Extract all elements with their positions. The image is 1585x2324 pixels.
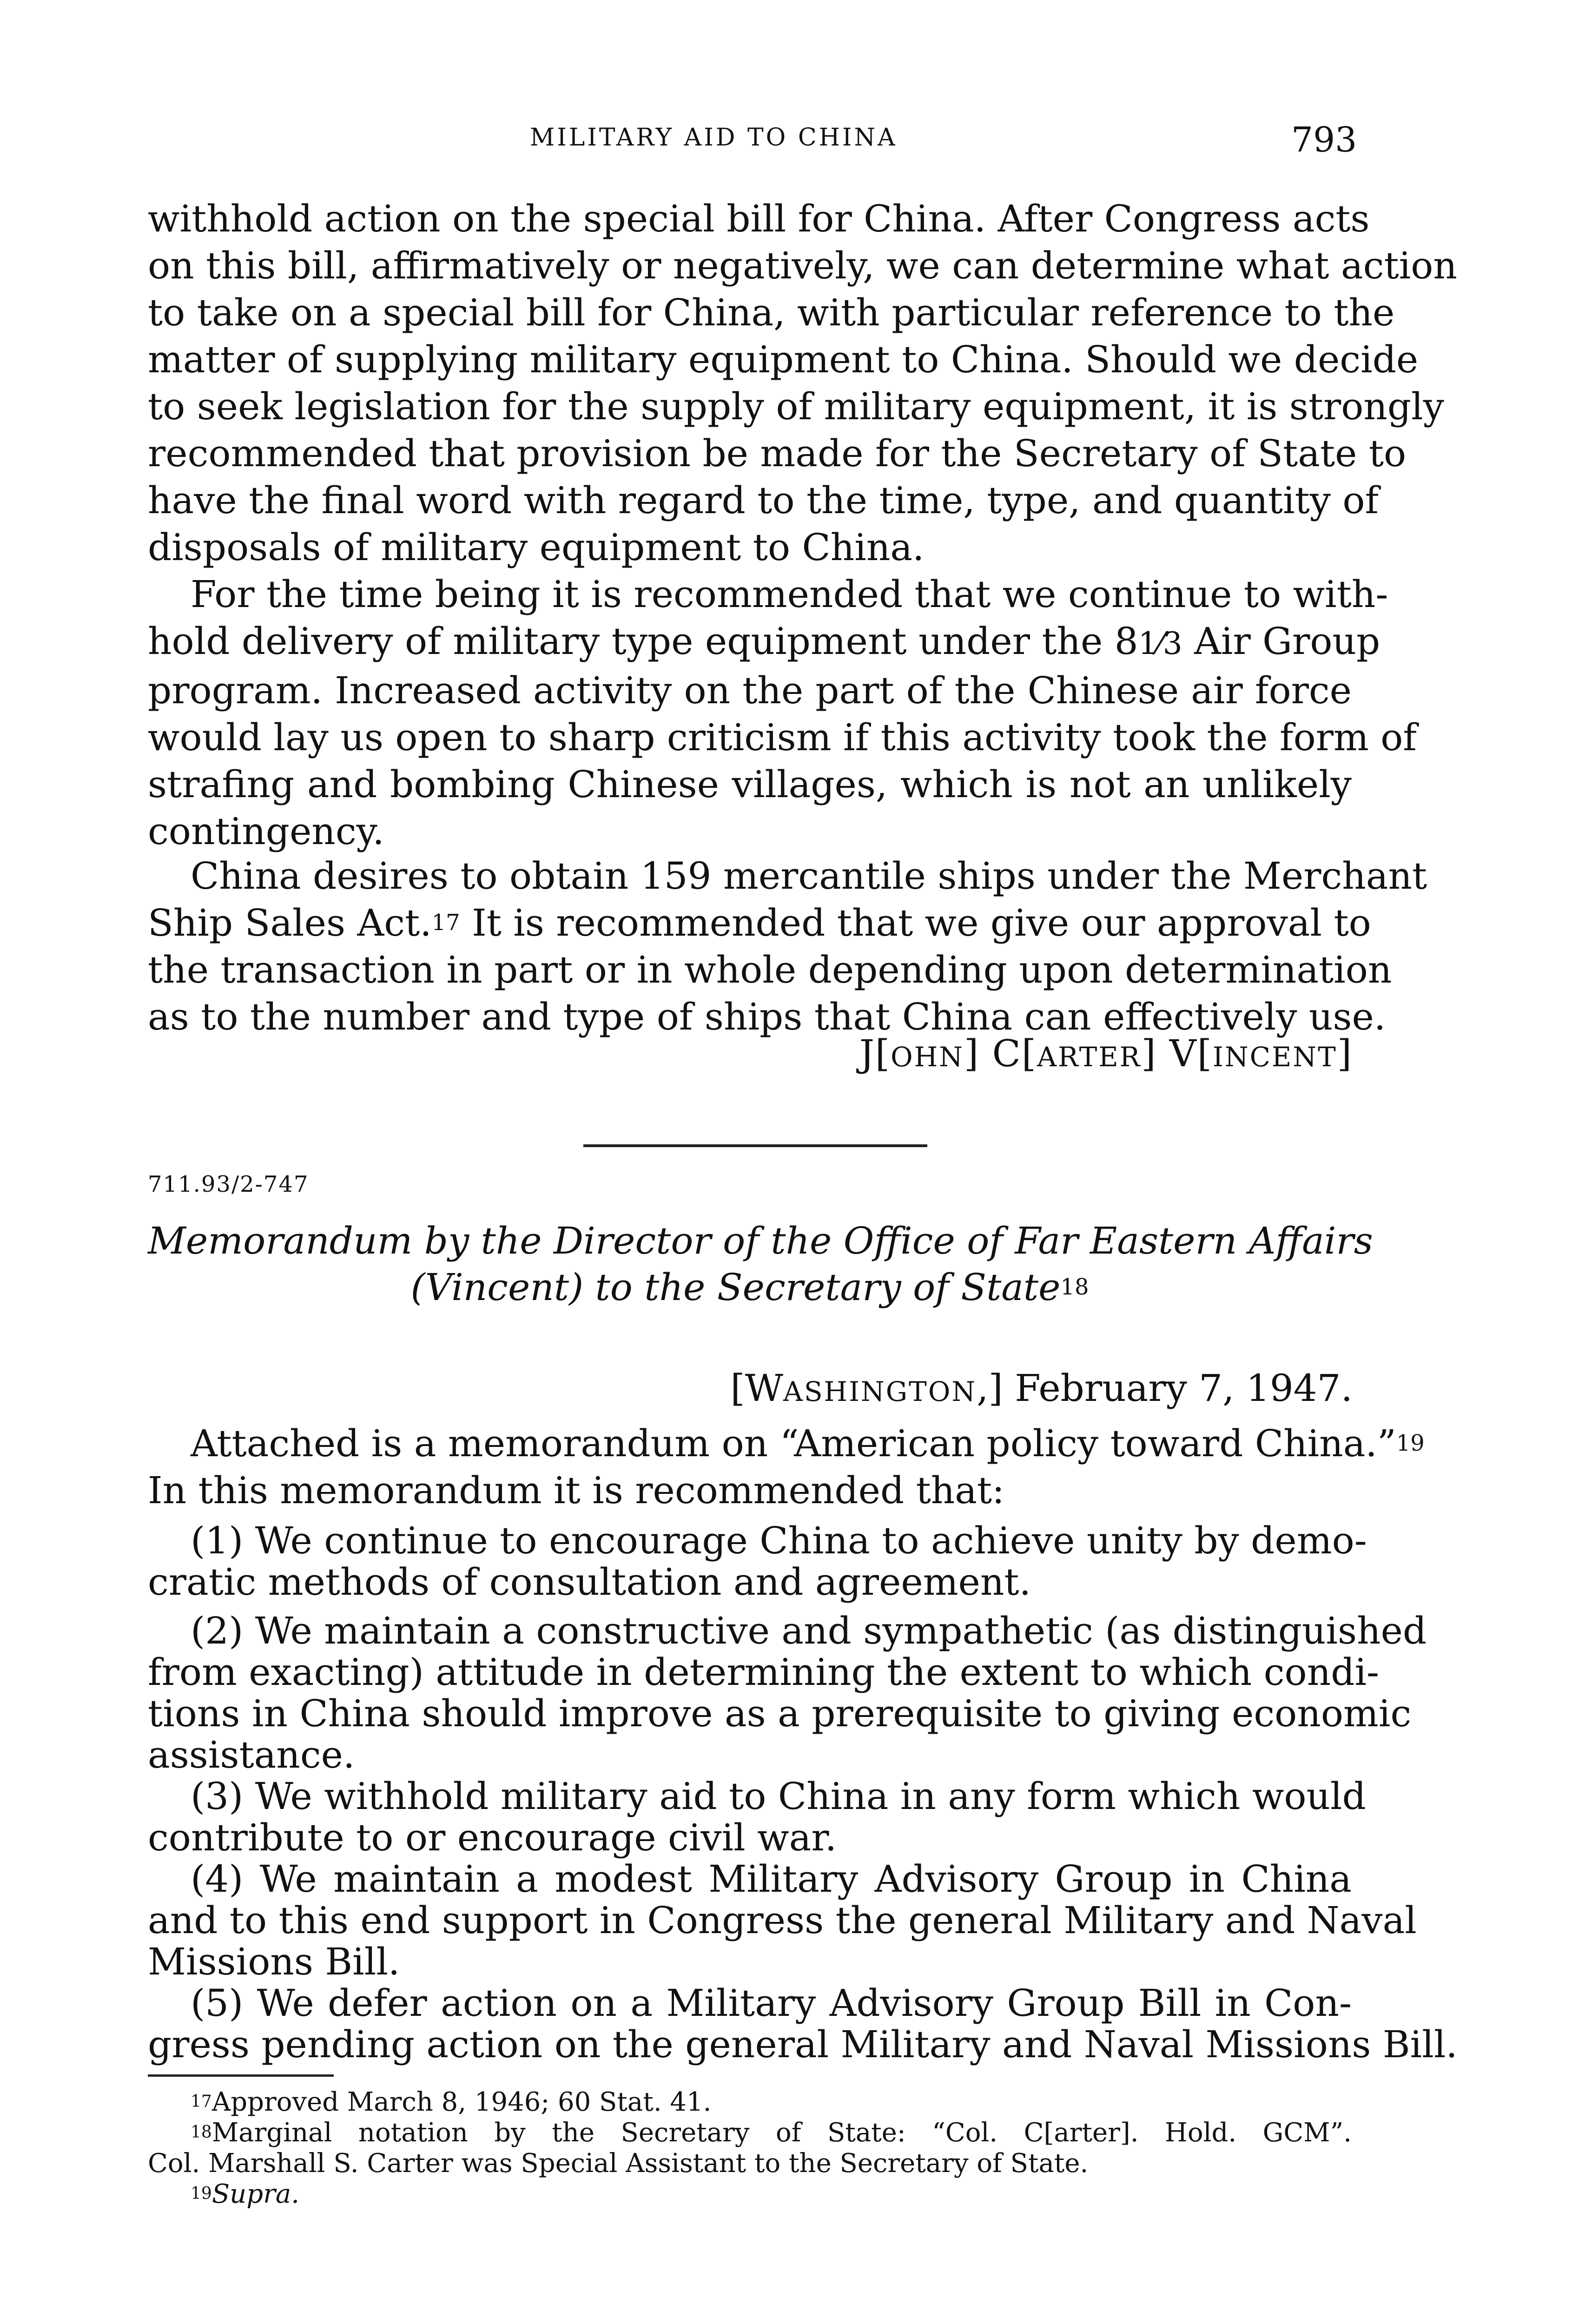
text-line: from exacting) attitude in determining the extent to which condi- <box>148 1651 1380 1694</box>
footnote-number: 17 <box>191 2092 212 2111</box>
text-line: to seek legislation for the supply of military equipment, it is strongly <box>148 385 1444 428</box>
title-fragment: (Vincent) to the Secretary of State <box>410 1266 1061 1309</box>
text-line: to take on a special bill for China, with particular reference to the <box>148 291 1395 334</box>
title-line: Memorandum by the Director of the Office of Far Eastern Affairs <box>148 1219 1373 1262</box>
running-head <box>0 120 1585 162</box>
text-line: cratic methods of consultation and agreement. <box>148 1560 1031 1604</box>
paragraph-air-group <box>148 571 1417 855</box>
footnote-ref: 18 <box>1060 1274 1089 1300</box>
file-number: 711.93/2-747 <box>148 1171 309 1197</box>
text-line: (3) We withhold military aid to China in any form which would <box>191 1775 1366 1818</box>
footnote-number: 19 <box>191 2184 212 2203</box>
document-title <box>148 1218 1373 1311</box>
text-line: (4) We maintain a modest Military Advisory Group in China <box>191 1857 1352 1901</box>
text-line: have the final word with regard to the time, type, and quantity of <box>148 479 1379 522</box>
recommendations-list <box>148 1519 1458 2066</box>
running-head-title: MILITARY AID TO CHINA <box>530 124 898 152</box>
intro-paragraph <box>148 1420 1425 1514</box>
paragraph-continued <box>148 195 1457 571</box>
text-line: on this bill, affirmatively or negatively, we can determine what action <box>148 244 1457 287</box>
text-line: program. Increased activity on the part of the Chinese air force <box>148 669 1352 712</box>
text-fragment: hold delivery of military type equipment under the 8 <box>148 620 1138 663</box>
footnote-divider <box>148 2074 334 2077</box>
list-item <box>148 1609 1427 1776</box>
text-line: China desires to obtain 159 mercantile ships under the Merchant <box>191 854 1427 898</box>
list-item <box>148 1857 1417 1983</box>
footnote-text: Supra. <box>211 2179 300 2209</box>
sig-part: OHN <box>891 1041 964 1073</box>
text-line <box>148 618 1380 667</box>
text-fragment: Ship Sales Act. <box>148 901 432 944</box>
dateline <box>731 1367 1353 1410</box>
text-line: gress pending action on the general Military and Naval Missions Bill. <box>148 2023 1458 2066</box>
text-line: tions in China should improve as a prerequisite to giving economic <box>148 1692 1412 1735</box>
text-line: strafing and bombing Chinese villages, which is not an unlikely <box>148 763 1352 806</box>
text-line: contingency. <box>148 810 384 853</box>
fraction: 1⁄3 <box>1138 626 1182 661</box>
text-line: Missions Bill. <box>148 1940 400 1983</box>
text-line <box>148 899 1371 946</box>
text-line: assistance. <box>148 1733 355 1776</box>
dateline-part: ASHINGTON <box>783 1376 977 1407</box>
footnote-18 <box>148 2118 1352 2148</box>
footnote-ref: 17 <box>431 910 460 936</box>
text-fragment: Attached is a memorandum on “American policy toward China.” <box>191 1422 1396 1465</box>
text-line: (2) We maintain a constructive and sympathetic (as distinguished <box>191 1609 1427 1652</box>
text-line: contribute to or encourage civil war. <box>148 1816 837 1859</box>
title-line <box>148 1264 1352 1311</box>
text-line: disposals of military equipment to China. <box>148 526 925 569</box>
sig-part: ] <box>1337 1032 1353 1075</box>
footnote-text: Marginal notation by the Secretary of State: “Col. C[arter]. Hold. GCM”. <box>211 2118 1352 2148</box>
dateline-part: [W <box>730 1367 783 1410</box>
text-line: In this memorandum it is recommended that: <box>148 1469 1005 1512</box>
text-line <box>148 1420 1425 1467</box>
dateline-part: ,] February 7, 1947. <box>977 1367 1353 1410</box>
text-fragment: Air Group <box>1182 620 1380 663</box>
text-line: (5) We defer action on a Military Advisory Group Bill in Con- <box>191 1981 1352 2025</box>
text-line: and to this end support in Congress the general Military and Naval <box>148 1899 1417 1942</box>
sig-part: INCENT <box>1212 1041 1337 1073</box>
text-line: (1) We continue to encourage China to achieve unity by demo- <box>191 1519 1367 1562</box>
text-line: would lay us open to sharp criticism if this activity took the form of <box>148 716 1417 759</box>
list-item <box>148 1981 1458 2066</box>
footnotes <box>148 2087 1352 2210</box>
section-divider <box>583 1144 927 1147</box>
text-line: as to the number and type of ships that China can effectively use. <box>148 995 1386 1038</box>
signature <box>859 1032 1353 1075</box>
sig-part: ARTER <box>1037 1041 1142 1073</box>
list-item <box>148 1775 1366 1859</box>
footnote-text: Approved March 8, 1946; 60 Stat. 41. <box>211 2087 712 2117</box>
footnote-ref: 19 <box>1396 1430 1425 1456</box>
text-line: matter of supplying military equipment to China. Should we decide <box>148 338 1419 381</box>
list-item <box>148 1519 1367 1604</box>
footnote-19 <box>148 2179 1352 2210</box>
footnote-17 <box>148 2087 1352 2118</box>
text-fragment: It is recommended that we give our approval to <box>460 901 1371 944</box>
text-line: recommended that provision be made for the Secretary of State to <box>148 432 1407 475</box>
text-line: For the time being it is recommended that we continue to with- <box>191 573 1388 616</box>
sig-part: J[ <box>859 1032 891 1075</box>
sig-part: ] V[ <box>1141 1032 1213 1075</box>
page-number: 793 <box>1291 120 1357 160</box>
footnote-18-continued: Col. Marshall S. Carter was Special Assistant to the Secretary of State. <box>148 2148 1089 2179</box>
paragraph-ships <box>148 852 1427 1040</box>
footnote-number: 18 <box>191 2123 212 2142</box>
text-line: withhold action on the special bill for China. After Congress acts <box>148 197 1370 240</box>
sig-part: ] C[ <box>964 1032 1037 1075</box>
text-line: the transaction in part or in whole depending upon determination <box>148 948 1392 991</box>
